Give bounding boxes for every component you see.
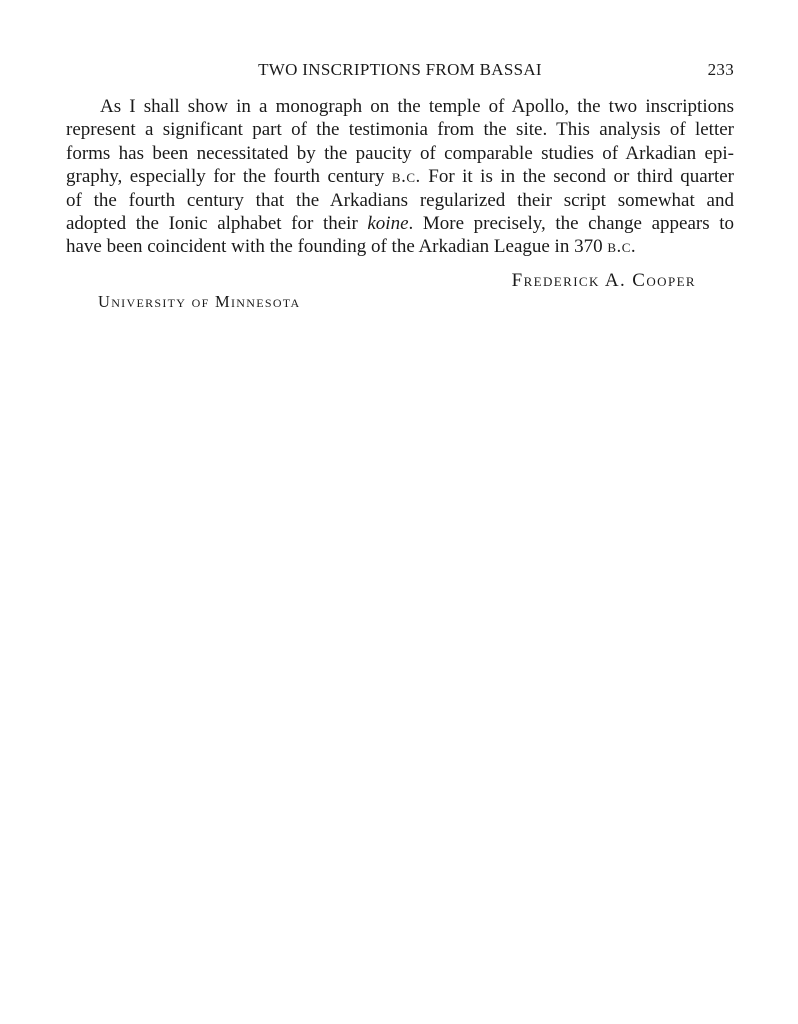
era-abbreviation: b.c. [607, 236, 637, 258]
paragraph-line: graphy, especially for the fourth century b.c. For it is in the second or third quarter [66, 166, 735, 188]
running-head [66, 58, 734, 84]
running-title: TWO INSCRIPTIONS FROM BASSAI [258, 60, 542, 79]
paragraph-line: forms has been necessitated by the paucity of comparable studies of Arkadian epi- [66, 142, 734, 164]
era-abbreviation: b.c. [391, 166, 421, 188]
body-paragraph [66, 95, 734, 259]
paragraph-line: have been coincident with the founding of the Arkadian League in 370 b.c. [66, 236, 637, 258]
paragraph-line: of the fourth century that the Arkadians regularized their script somewhat and [66, 189, 734, 211]
paragraph-line: represent a significant part of the testimonia from the site. This analysis of letter [66, 119, 734, 141]
author-affiliation: University of Minnesota [98, 292, 301, 311]
paragraph-line: adopted the Ionic alphabet for their koine. More precisely, the change appears to [66, 213, 734, 235]
italic-term: koine [367, 213, 409, 235]
page-number: 233 [707, 60, 734, 79]
author-name: Frederick A. Cooper [511, 270, 696, 291]
paragraph-line: As I shall show in a monograph on the temple of Apollo, the two inscriptions [100, 96, 734, 117]
